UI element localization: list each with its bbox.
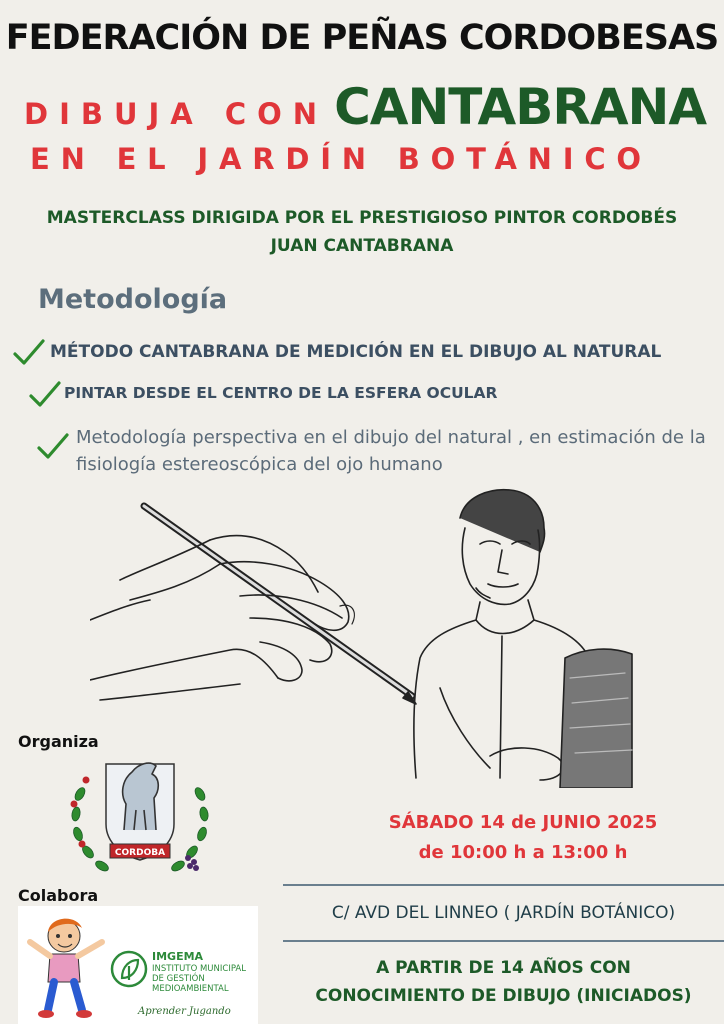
- headline-line-2: EN EL JARDÍN BOTÁNICO: [30, 142, 652, 176]
- methodology-item-text: PINTAR DESDE EL CENTRO DE LA ESFERA OCULAR: [64, 384, 498, 402]
- masterclass-line-1: MASTERCLASS DIRIGIDA POR EL PRESTIGIOSO PINTOR CORDOBÉS: [46, 208, 678, 228]
- imgema-leaf-icon: [110, 950, 148, 988]
- artist-portrait-sketch: [410, 488, 635, 788]
- checkmark-icon: [12, 338, 46, 368]
- child-mascot-illustration: [24, 912, 110, 1022]
- event-date: SÁBADO 14 de JUNIO 2025: [388, 812, 658, 833]
- imgema-subtitle: DE GESTIÓN: [152, 974, 205, 984]
- organiza-label: Organiza: [18, 732, 99, 751]
- divider: [283, 884, 724, 886]
- checkmark-icon: [36, 432, 70, 462]
- slogan-text: Aprender Jugando: [138, 1006, 231, 1017]
- headline-dibuja-con: DIBUJA CON: [24, 97, 329, 131]
- headline-line-1: [24, 78, 706, 138]
- masterclass-line-2: JUAN CANTABRANA: [270, 236, 454, 256]
- federation-crest-logo: [60, 734, 220, 889]
- imgema-name: IMGEMA: [152, 950, 204, 963]
- divider: [283, 940, 724, 942]
- collaborator-logo-box: [18, 906, 258, 1024]
- imgema-subtitle: INSTITUTO MUNICIPAL: [152, 964, 246, 974]
- checkmark-icon: [28, 380, 62, 410]
- methodology-item: [28, 380, 497, 410]
- methodology-item: [36, 424, 724, 478]
- methodology-item-text: Metodología perspectiva en el dibujo del natural , en estimación de la fisiología estereoscópica del ojo humano: [76, 427, 706, 475]
- event-time: de 10:00 h a 13:00 h: [418, 842, 628, 863]
- federation-title: FEDERACIÓN DE PEÑAS CORDOBESAS: [5, 18, 719, 58]
- age-requirement-line-2: CONOCIMIENTO DE DIBUJO (INICIADOS): [315, 986, 692, 1006]
- colabora-label: Colabora: [18, 886, 99, 905]
- crest-banner-text: CORDOBA: [114, 848, 166, 858]
- age-requirement-line-1: A PARTIR DE 14 AÑOS CON: [376, 958, 631, 978]
- methodology-item-text: MÉTODO CANTABRANA DE MEDICIÓN EN EL DIBUJO AL NATURAL: [50, 342, 662, 362]
- methodology-item: [12, 338, 661, 368]
- headline-cantabrana: CANTABRANA: [334, 78, 707, 136]
- imgema-subtitle: MEDIOAMBIENTAL: [152, 984, 229, 994]
- methodology-heading: Metodología: [38, 284, 228, 315]
- hand-pencil-illustration: [90, 500, 420, 710]
- event-address: C/ AVD DEL LINNEO ( JARDÍN BOTÁNICO): [331, 903, 676, 923]
